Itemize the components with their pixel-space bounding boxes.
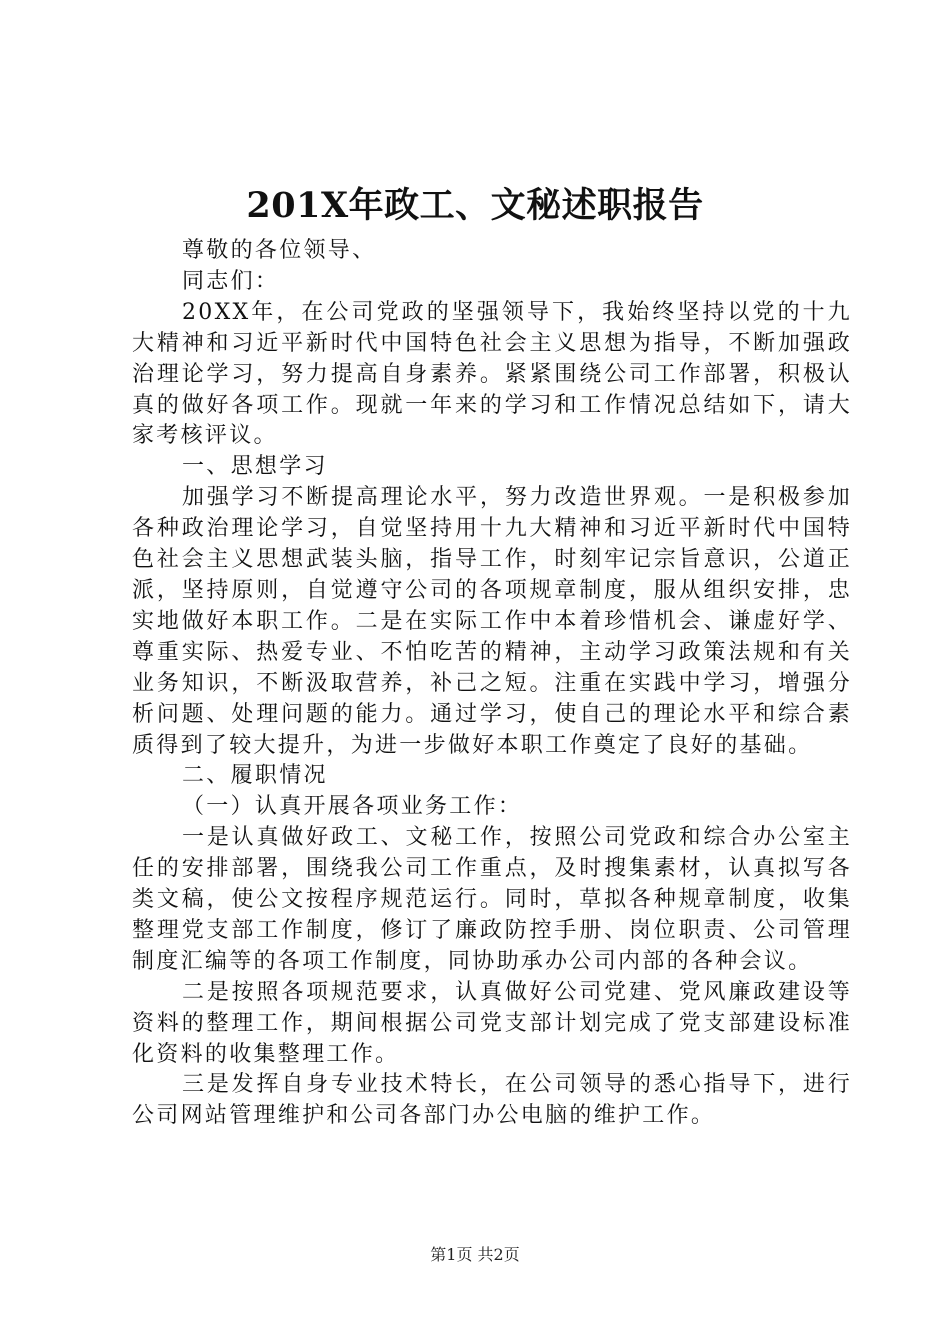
page-number-footer: 第1页 共2页 (430, 1245, 520, 1264)
duty-paragraph-2: 二是按照各项规范要求，认真做好公司党建、党风廉政建设等资料的整理工作，期间根据公司党支部计划完成了党支部建设标准化资料的收集整理工作。 (132, 979, 852, 1067)
intro-paragraph: 20XX年，在公司党政的坚强领导下，我始终坚持以党的十九大精神和习近平新时代中国特色社会主义思想为指导，不断加强政治理论学习，努力提高自身素养。紧紧围绕公司工作部署，积极认真的做好各项工作。现就一年来的学习和工作情况总结如下，请大家考核评议。 (132, 299, 852, 449)
salutation-line-2: 同志们： (182, 268, 280, 294)
document-body (132, 236, 852, 1132)
section-heading-duty-performance: 二、履职情况 (182, 763, 328, 789)
subsection-heading-business-work: （一）认真开展各项业务工作： (182, 794, 523, 820)
duty-paragraph-3: 三是发挥自身专业技术特长，在公司领导的悉心指导下，进行公司网站管理维护和公司各部门办公电脑的维护工作。 (132, 1072, 852, 1129)
salutation-line-1: 尊敬的各位领导、 (182, 238, 377, 263)
thought-study-paragraph: 加强学习不断提高理论水平，努力改造世界观。一是积极参加各种政治理论学习，自觉坚持用十九大精神和习近平新时代中国特色社会主义思想武装头脑，指导工作，时刻牢记宗旨意识，公道正派，坚持原则，自觉遵守公司的各项规章制度，服从组织安排，忠实地做好本职工作。二是在实际工作中本着珍惜机会、谦虚好学、尊重实际、热爱专业、不怕吃苦的精神，主动学习政策法规和有关业务知识，不断汲取营养，补己之短。注重在实践中学习，增强分析问题、处理问题的能力。通过学习，使自己的理论水平和综合素质得到了较大提升，为进一步做好本职工作奠定了良好的基础。 (132, 485, 852, 758)
document-title: 201X年政工、文秘述职报告 (246, 185, 704, 226)
section-heading-thought-study: 一、思想学习 (182, 454, 328, 480)
duty-paragraph-1: 一是认真做好政工、文秘工作，按照公司党政和综合办公室主任的安排部署，围绕我公司工作重点，及时搜集素材，认真拟写各类文稿，使公文按程序规范运行。同时，草拟各种规章制度，收集整理党支部工作制度，修订了廉政防控手册、岗位职责、公司管理制度汇编等的各项工作制度，同协助承办公司内部的各种会议。 (132, 825, 852, 974)
